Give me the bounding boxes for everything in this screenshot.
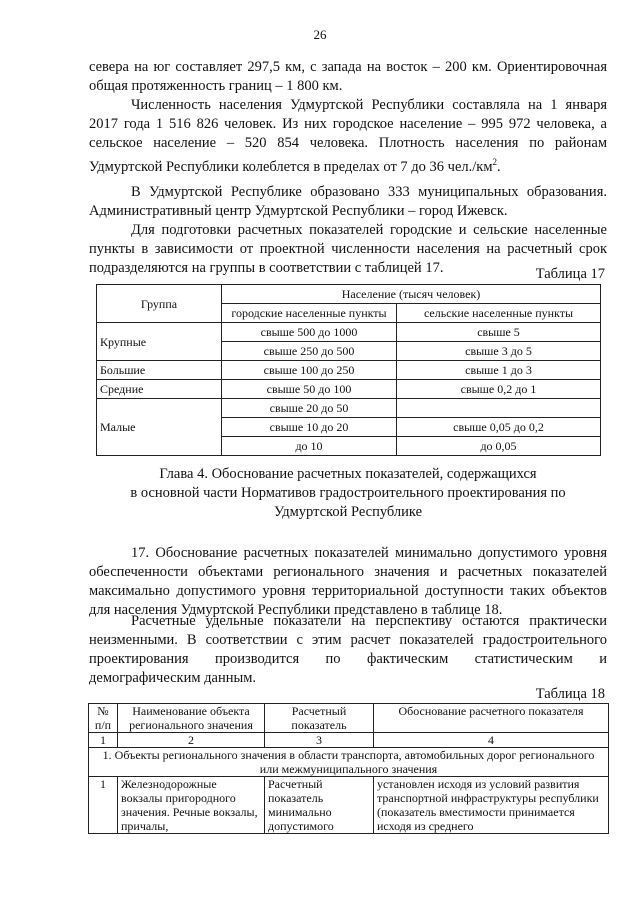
table-row — [97, 380, 601, 399]
table-row — [97, 361, 601, 380]
table-row — [89, 748, 609, 777]
t17-cell: свыше 250 до 500 — [222, 342, 397, 361]
t17-cell: свыше 50 до 100 — [222, 380, 397, 399]
t17-cell: до 0,05 — [397, 437, 601, 456]
t17-cell: свыше 3 до 5 — [397, 342, 601, 361]
table-row — [97, 323, 601, 342]
t18-colnum: 3 — [265, 733, 374, 748]
t18-row1-name: Железнодорожные вокзалы пригородного значения. Речные вокзалы, причалы, — [118, 777, 265, 834]
t18-section-heading: 1. Объекты регионального значения в области транспорта, автомобильных дорог регионального или межмуниципального значения — [89, 748, 609, 777]
t17-cell — [397, 399, 601, 418]
paragraph-population — [89, 96, 607, 177]
table-row — [89, 733, 609, 748]
chapter-line-3: Удмуртской Республике — [273, 504, 423, 520]
t17-group-big: Большие — [97, 361, 222, 380]
paragraph-municipalities: В Удмуртской Республике образовано 333 муниципальных образования. Административный центр Удмуртской Республики – город Ижевск. — [89, 184, 607, 219]
t17-cell: до 10 — [222, 437, 397, 456]
table-18 — [88, 703, 609, 834]
t17-header-rural: сельские населенные пункты — [397, 304, 601, 323]
page-number: 26 — [313, 27, 327, 42]
t17-cell: свыше 0,2 до 1 — [397, 380, 601, 399]
t17-header-population: Население (тысяч человек) — [222, 285, 601, 304]
table17-caption: Таблица 17 — [535, 266, 605, 282]
t17-group-large: Крупные — [97, 323, 222, 361]
t18-header-basis: Обоснование расчетного показателя — [374, 704, 609, 733]
paragraph-borders: севера на юг составляет 297,5 км, с запада на восток – 200 км. Ориентировочная общая протяженность границ – 1 800 км. — [89, 59, 607, 94]
t17-cell: свыше 20 до 50 — [222, 399, 397, 418]
t17-header-group: Группа — [97, 285, 222, 323]
t17-group-small: Малые — [97, 399, 222, 456]
t17-cell: свыше 10 до 20 — [222, 418, 397, 437]
t17-cell: свыше 500 до 1000 — [222, 323, 397, 342]
chapter-line-1: Глава 4. Обоснование расчетных показателей, содержащихся — [159, 466, 537, 482]
t17-group-medium: Средние — [97, 380, 222, 399]
t17-cell: свыше 0,05 до 0,2 — [397, 418, 601, 437]
chapter-line-2: в основной части Нормативов градостроительного проектирования по — [130, 485, 566, 501]
t18-header-num: № п/п — [89, 704, 118, 733]
t18-row1-calc: Расчетный показатель минимально допустимого — [265, 777, 374, 834]
population-text-end: . — [497, 158, 501, 175]
table-17 — [96, 284, 601, 456]
t18-row1-basis: установлен исходя из условий развития транспортной инфраструктуры республики (показатель вместимости принимается исходя из среднего — [374, 777, 609, 834]
t17-header-urban: городские населенные пункты — [222, 304, 397, 323]
paragraph-indicators: Расчетные удельные показатели на перспективу остаются практически неизменными. В соответствии с этим расчет показателей градостроительного проектирования производится по фактическим статистическим и демографическим данным. — [89, 613, 607, 686]
t18-header-calc: Расчетный показатель — [265, 704, 374, 733]
table-row — [89, 777, 609, 834]
paragraph-item-17: 17. Обоснование расчетных показателей минимально допустимого уровня обеспеченности объектами регионального значения и расчетных показателей максимально допустимого уровня территориальной доступности таких объектов для населения Удмуртской Республики представлено в таблице 18. — [89, 545, 607, 618]
table18-caption: Таблица 18 — [535, 686, 605, 702]
t18-row1-num: 1 — [89, 777, 118, 834]
population-text: Численность населения Удмуртской Республики составляла на 1 января 2017 года 1 516 826 человек. Из них городское население – 995 972 человека, а сельское население – 520 854 человека. Плотность населения по районам Удмуртской Республики колеблется в пределах от 7 до 36 чел./км — [89, 97, 607, 175]
t18-colnum: 4 — [374, 733, 609, 748]
paragraph-groups: Для подготовки расчетных показателей городские и сельские населенные пункты в зависимости от проектной численности населения на расчетный срок подразделяются на группы в соответствии с таблицей 17. — [89, 222, 607, 276]
t18-header-name: Наименование объекта регионального значения — [118, 704, 265, 733]
t18-colnum: 2 — [118, 733, 265, 748]
superscript: 2 — [492, 157, 498, 167]
t17-cell: свыше 1 до 3 — [397, 361, 601, 380]
t18-colnum: 1 — [89, 733, 118, 748]
t17-cell: свыше 5 — [397, 323, 601, 342]
chapter-heading — [89, 465, 607, 522]
table-row — [97, 399, 601, 418]
t17-cell: свыше 100 до 250 — [222, 361, 397, 380]
